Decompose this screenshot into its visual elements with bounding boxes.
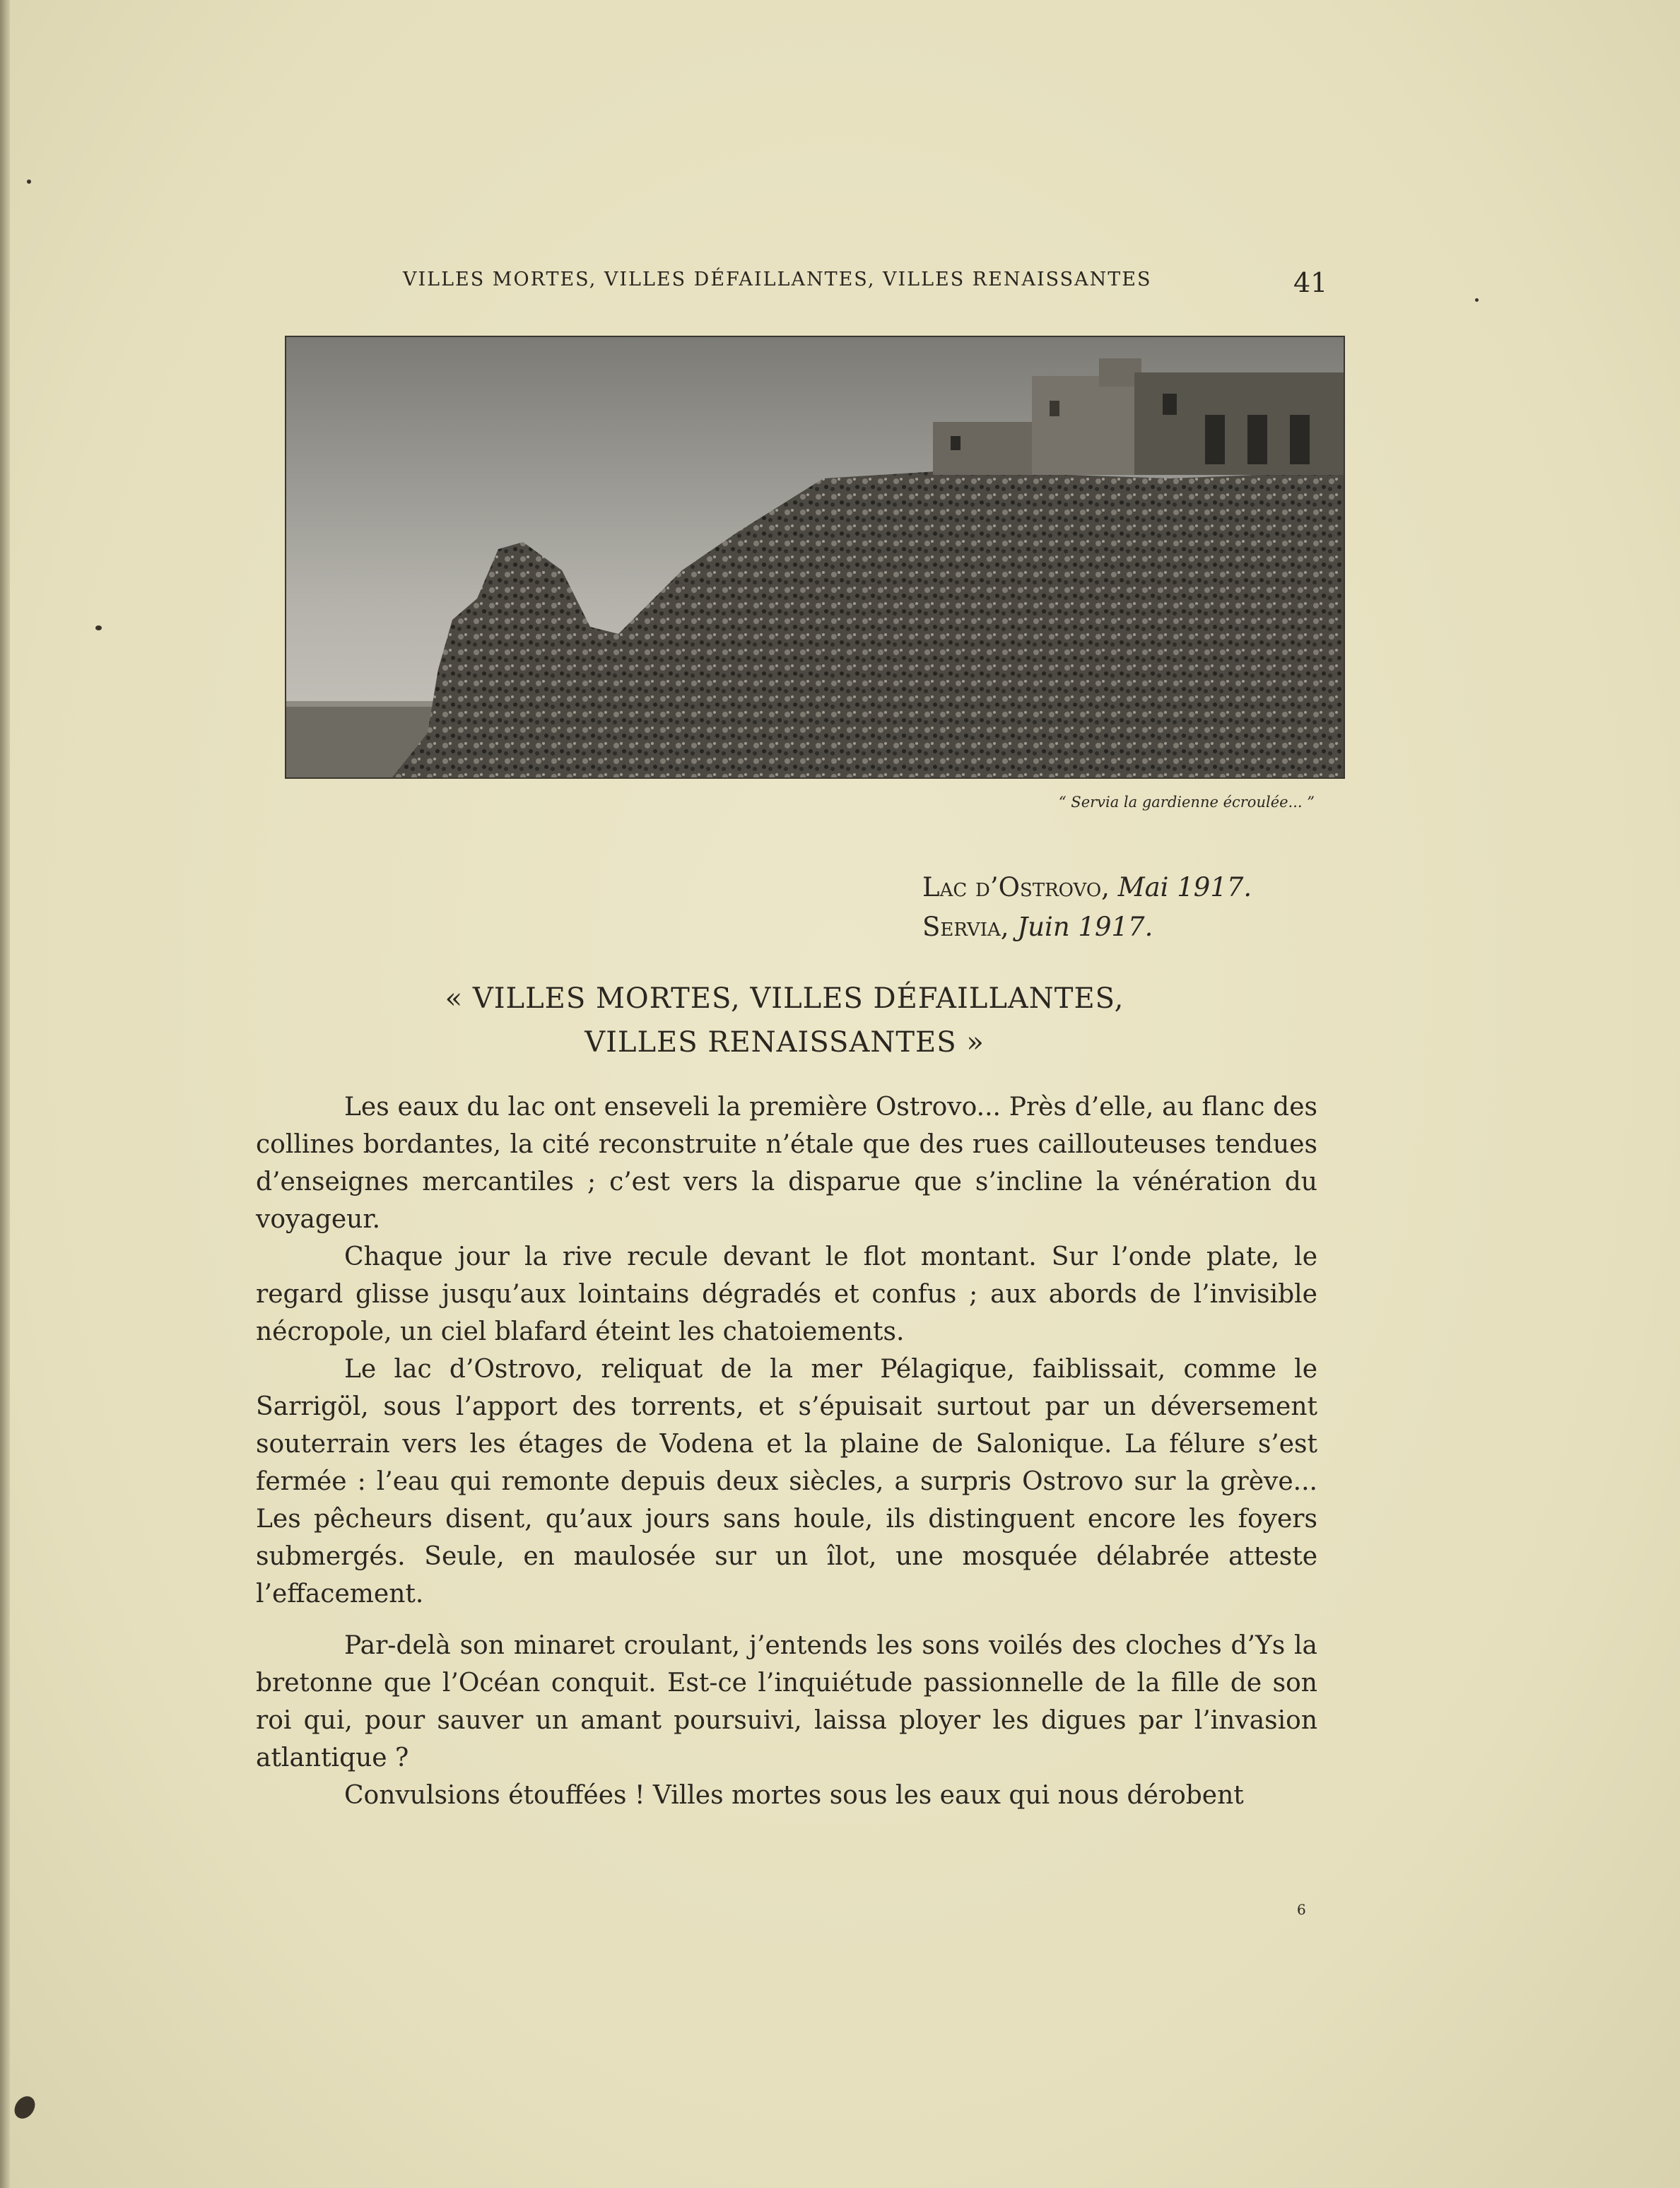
dateline xyxy=(922,868,1252,947)
paper-speck xyxy=(27,180,31,184)
heading-line-2: VILLES RENAISSANTES » xyxy=(585,1026,985,1059)
photo-caption: “ Servia la gardienne écroulée... ” xyxy=(1058,794,1315,811)
page-edge xyxy=(0,0,10,2188)
paragraph: Le lac d’Ostrovo, reliquat de la mer Pélagique, faiblissait, comme le Sarrigöl, sous l’apport des torrents, et s’épuisait surtout par un déversement souterrain vers les étages de Vodena et la plaine de Salonique. La félure s’est fermée : l’eau qui remonte depuis deux siècles, a surpris Ostrovo sur la grève... Les pêcheurs disent, qu’aux jours sans houle, ils distinguent encore les foyers submergés. Seule, en maulosée sur un îlot, une mosquée délabrée atteste l’effacement. xyxy=(256,1355,1317,1608)
heading-line-1: « VILLES MORTES, VILLES DÉFAILLANTES, xyxy=(445,982,1124,1015)
dateline-place: Lac d’Ostrovo, xyxy=(922,872,1110,902)
dateline-line-2 xyxy=(922,907,1252,947)
body-text xyxy=(256,1088,1317,1814)
paper-speck xyxy=(11,2093,40,2123)
dateline-place: Servia, xyxy=(922,912,1009,942)
paragraph: Convulsions étouffées ! Villes mortes sous les eaux qui nous dérobent xyxy=(344,1781,1244,1810)
paragraph: Chaque jour la rive recule devant le flot montant. Sur l’onde plate, le regard glisse jusqu’aux lointains dégradés et confus ; aux abords de l’invisible nécropole, un ciel blafard éteint les chatoiements. xyxy=(256,1242,1317,1346)
paper-speck xyxy=(1475,298,1479,302)
dateline-date: Mai 1917. xyxy=(1117,872,1252,902)
photograph-servia-fortress xyxy=(285,336,1345,779)
paper-speck xyxy=(95,625,102,630)
paragraph: Les eaux du lac ont enseveli la première Ostrovo... Près d’elle, au flanc des collines bordantes, la cité reconstruite n’étale que des rues caillouteuses tendues d’enseignes mercantiles ; c’est vers la disparue que s’incline la vénération du voyageur. xyxy=(256,1093,1317,1234)
running-head: VILLES MORTES, VILLES DÉFAILLANTES, VILLES RENAISSANTES xyxy=(403,269,1152,290)
chapter-heading xyxy=(353,977,1216,1064)
paragraph: Par-delà son minaret croulant, j’entends les sons voilés des cloches d’Ys la bretonne que l’Océan conquit. Est-ce l’inquiétude passionnelle de la fille de son roi qui, pour sauver un amant poursuivi, laissa ployer les digues par l’invasion atlantique ? xyxy=(256,1631,1317,1772)
signature-mark: 6 xyxy=(1297,1901,1306,1918)
dateline-line-1 xyxy=(922,868,1252,907)
page-number: 41 xyxy=(1293,267,1328,298)
dateline-date: Juin 1917. xyxy=(1017,912,1153,942)
